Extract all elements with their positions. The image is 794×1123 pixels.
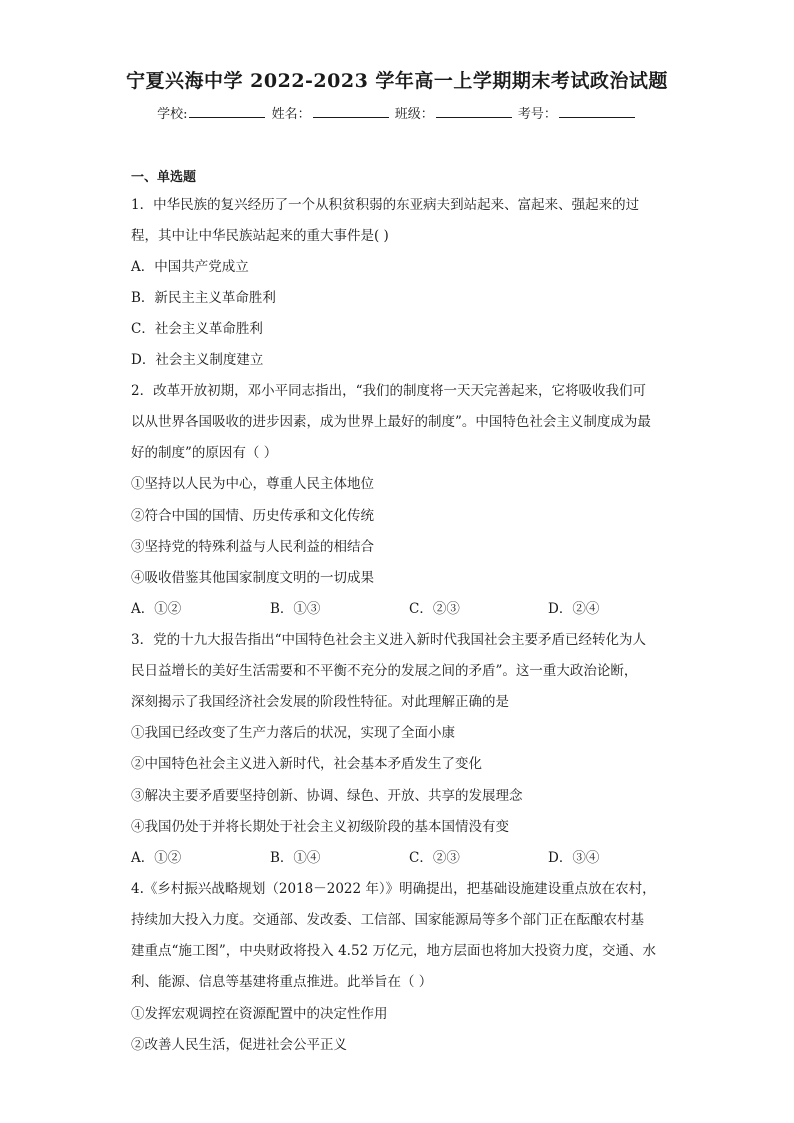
- class-label: 班级：: [394, 107, 434, 122]
- q3-item-3: ③解决主要矛盾要坚持创新、协调、绿色、开放、共享的发展理念: [131, 788, 523, 804]
- q4-item-1: ①发挥宏观调控在资源配置中的决定性作用: [131, 1006, 388, 1022]
- q2-item-2: ②符合中国的国情、历史传承和文化传统: [131, 508, 374, 524]
- q2-stem-line-2: 以从世界各国吸收的进步因素，成为世界上最好的制度”。中国特色社会主义制度成为最: [131, 414, 651, 430]
- name-blank: [313, 105, 389, 118]
- q1-option-a: A．中国共产党成立: [131, 259, 249, 275]
- q2-item-4: ④吸收借鉴其他国家制度文明的一切成果: [131, 570, 374, 586]
- name-label: 姓名：: [271, 107, 311, 122]
- q3-item-1: ①我国已经改变了生产力落后的状况，实现了全面小康: [131, 725, 455, 741]
- q2-choice-c: C．②③: [409, 601, 460, 617]
- q2-stem-line-3: 好的制度”的原因有（ ）: [131, 445, 278, 461]
- school-blank: [189, 105, 265, 118]
- q3-item-2: ②中国特色社会主义进入新时代，社会基本矛盾发生了变化: [131, 756, 482, 772]
- q3-choice-c: C．②③: [409, 850, 460, 866]
- q3-choice-d: D．③④: [548, 850, 600, 866]
- class-blank: [436, 105, 512, 118]
- student-info-line: [0, 103, 794, 122]
- q4-item-2: ②改善人民生活，促进社会公平正义: [131, 1037, 347, 1053]
- q2-item-1: ①坚持以人民为中心，尊重人民主体地位: [131, 476, 374, 492]
- q1-option-d: D．社会主义制度建立: [131, 352, 264, 368]
- q1-stem-line-1: 1．中华民族的复兴经历了一个从积贫积弱的东亚病夫到站起来、富起来、强起来的过: [131, 197, 640, 213]
- q3-item-4: ④我国仍处于并将长期处于社会主义初级阶段的基本国情没有变: [131, 819, 509, 835]
- number-label: 考号：: [517, 107, 557, 122]
- q1-option-c: C．社会主义革命胜利: [131, 321, 263, 337]
- q2-item-3: ③坚持党的特殊利益与人民利益的相结合: [131, 539, 374, 555]
- q2-choice-d: D．②④: [548, 601, 600, 617]
- q2-choice-b: B．①③: [270, 601, 321, 617]
- q3-choice-b: B．①④: [270, 850, 321, 866]
- q2-choice-a: A．①②: [131, 601, 182, 617]
- q3-choice-a: A．①②: [131, 850, 182, 866]
- q1-option-b: B．新民主主义革命胜利: [131, 290, 276, 306]
- section-title: 一、单选题: [131, 170, 197, 185]
- q3-stem-line-2: 民日益增长的美好生活需要和不平衡不充分的发展之间的矛盾”。这一重大政治论断，: [131, 663, 638, 679]
- page-title: 宁夏兴海中学 2022-2023 学年高一上学期期末考试政治试题: [126, 70, 668, 92]
- q4-stem-line-3: 建重点“施工图”，中央财政将投入 4.52 万亿元，地方层面也将加大投资力度，交通、水: [131, 943, 656, 959]
- school-label: 学校:: [157, 107, 188, 122]
- q4-stem-line-1: 4.《乡村振兴战略规划（2018－2022 年）》明确提出，把基础设施建设重点放在农村，: [131, 881, 656, 897]
- q4-stem-line-2: 持续加大投入力度。交通部、发改委、工信部、国家能源局等多个部门正在酝酿农村基: [131, 912, 644, 928]
- number-blank: [559, 105, 635, 118]
- q1-stem-line-2: 程，其中让中华民族站起来的重大事件是( ): [131, 228, 389, 244]
- q2-stem-line-1: 2．改革开放初期，邓小平同志指出，“我们的制度将一天天完善起来，它将吸收我们可: [131, 383, 646, 399]
- q3-stem-line-3: 深刻揭示了我国经济社会发展的阶段性特征。对此理解正确的是: [131, 694, 509, 710]
- q4-stem-line-4: 利、能源、信息等基建将重点推进。此举旨在（ ）: [131, 974, 433, 990]
- q3-stem-line-1: 3．党的十九大报告指出“中国特色社会主义进入新时代我国社会主要矛盾已经转化为人: [131, 632, 646, 648]
